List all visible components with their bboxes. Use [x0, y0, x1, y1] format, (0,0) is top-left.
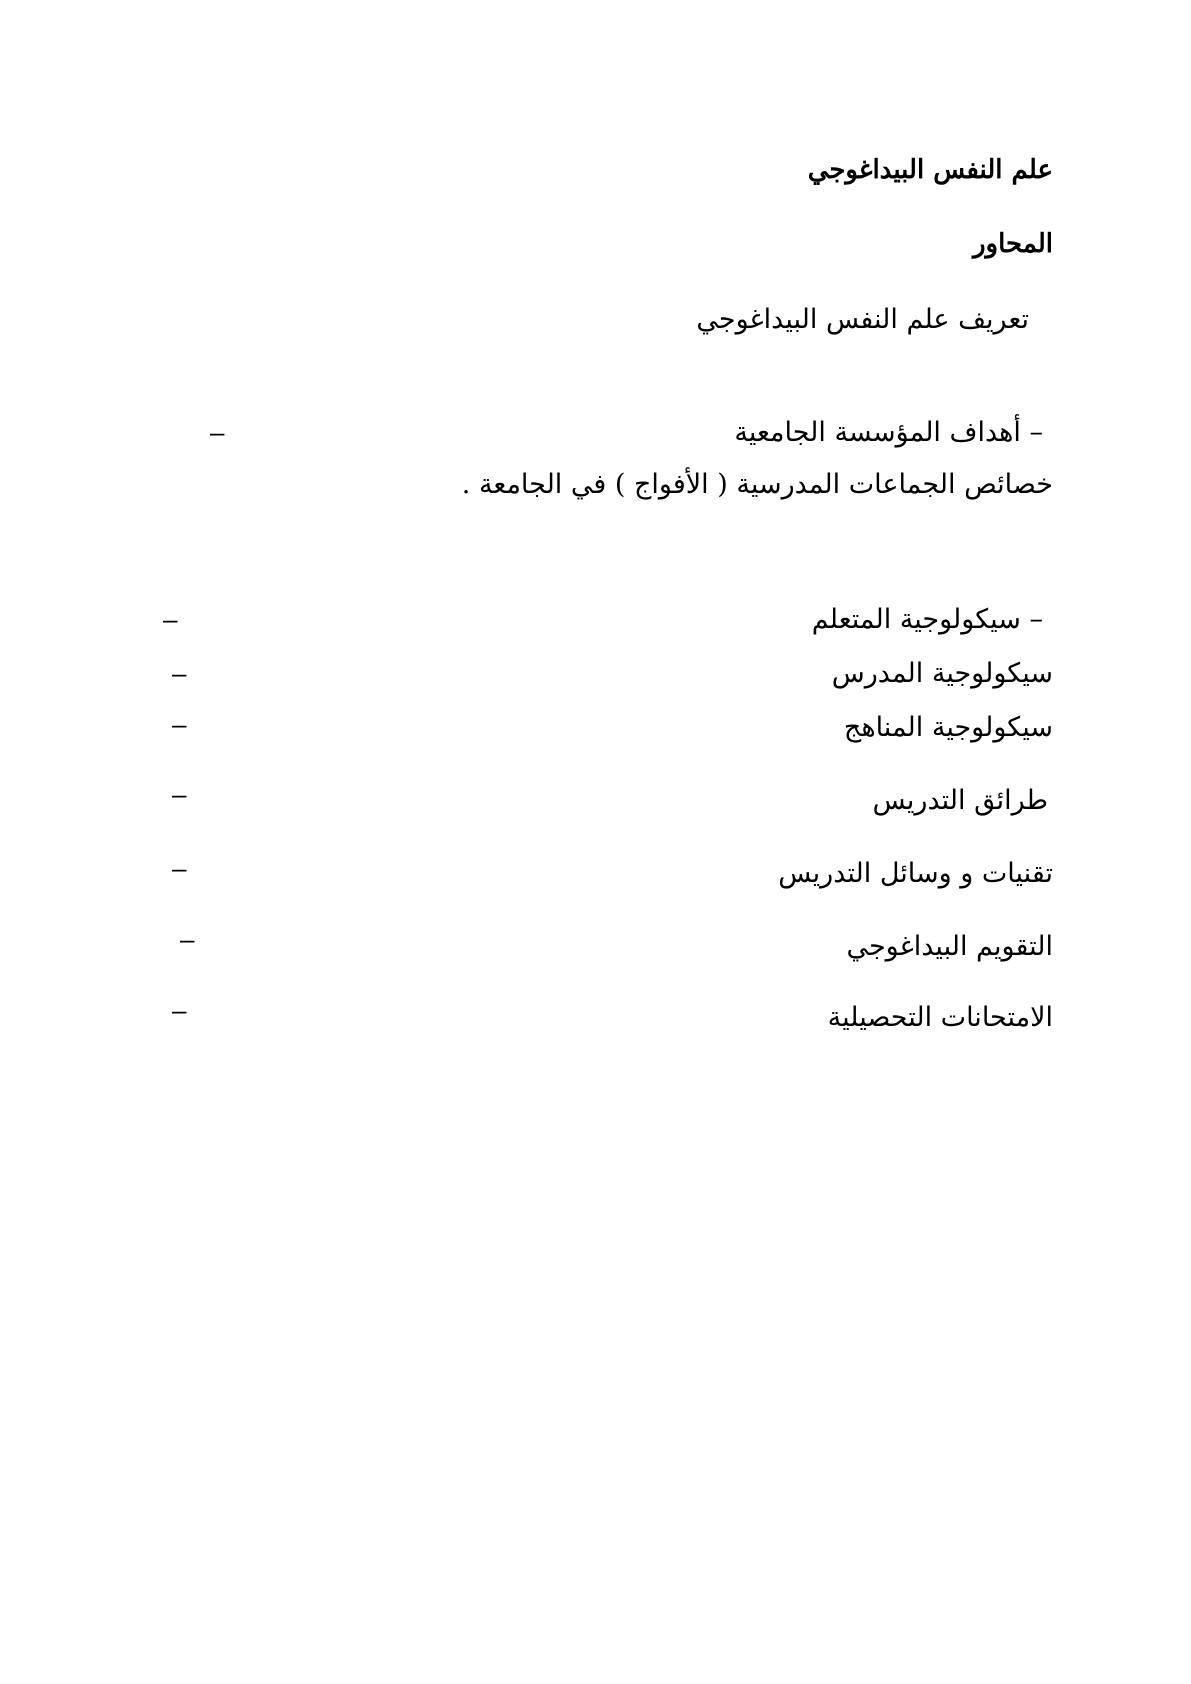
list-item-achievement-exams: الامتحانات التحصيلية	[827, 1002, 1053, 1033]
intro-line: تعريف علم النفس البيداغوجي	[696, 304, 1029, 335]
dash-marker: –	[172, 658, 187, 688]
list-item-learner-psychology: – سيكولوجية المتعلم	[811, 604, 1043, 635]
dash-marker: –	[172, 853, 187, 883]
list-item-curriculum-psychology: سيكولوجية المناهج	[843, 712, 1053, 743]
list-item-university-goals: – أهداف المؤسسة الجامعية	[734, 417, 1043, 448]
dash-marker: –	[163, 604, 178, 634]
document-title: علم النفس البيداغوجي	[807, 155, 1053, 185]
dash-marker: –	[210, 417, 225, 447]
dash-marker: –	[172, 779, 187, 809]
dash-marker: –	[172, 995, 187, 1025]
list-item-pedagogical-evaluation: التقويم البيداغوجي	[846, 931, 1053, 962]
list-item-teacher-psychology: سيكولوجية المدرس	[831, 658, 1053, 689]
dash-marker: –	[172, 709, 187, 739]
section-heading: المحاور	[973, 229, 1053, 259]
list-item-group-characteristics: خصائص الجماعات المدرسية ( الأفواج ) في الجامعة .	[461, 469, 1053, 500]
list-item-teaching-techniques: تقنيات و وسائل التدريس	[778, 858, 1053, 889]
list-item-teaching-methods: طرائق التدريس	[872, 785, 1048, 816]
dash-marker: –	[180, 924, 195, 954]
